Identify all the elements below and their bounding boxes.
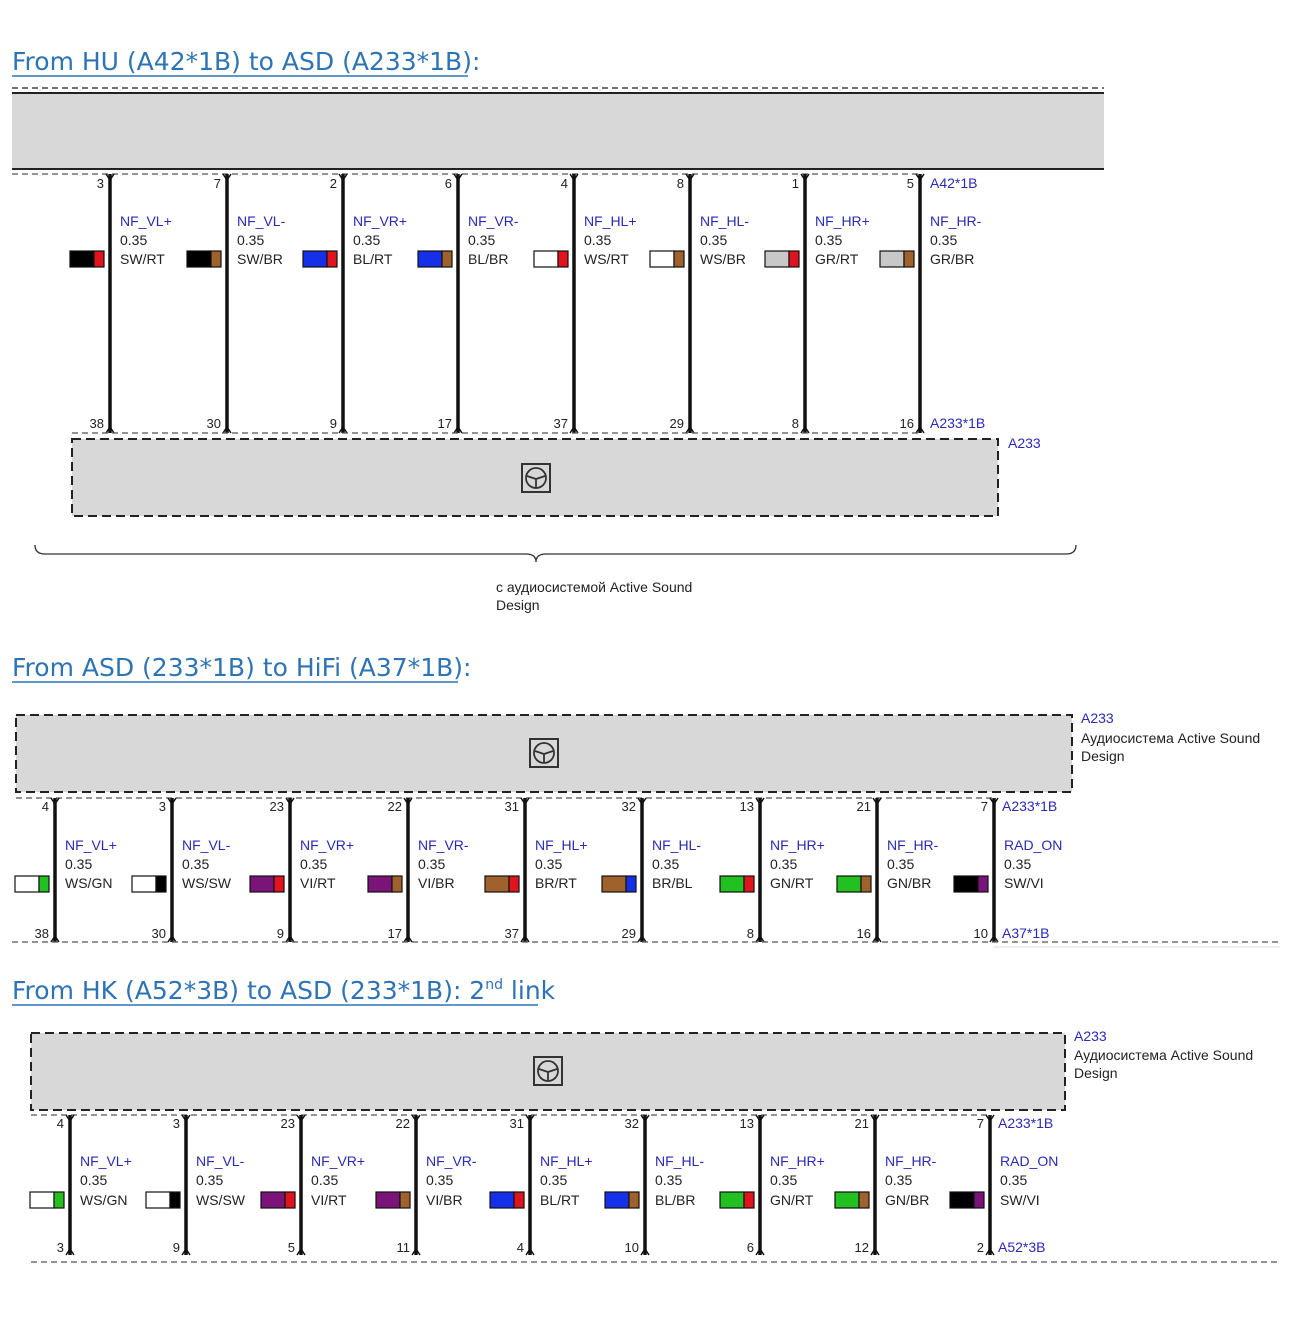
wire-rad-on (950, 1115, 1058, 1255)
wire-gauge: 0.35 (311, 1172, 339, 1188)
pin-top: 31 (509, 1116, 524, 1131)
color-swatch (15, 876, 49, 892)
pin-bottom: 4 (516, 1240, 524, 1255)
wire-nf-hr- (720, 798, 825, 942)
connector-top-label-2: A233*1B (1002, 798, 1058, 814)
wire-nf-hl- (605, 1115, 704, 1255)
signal-name: NF_VR- (426, 1153, 477, 1169)
wire-nf-vl- (187, 174, 286, 433)
wire-gauge: 0.35 (426, 1172, 454, 1188)
head-unit-block (12, 93, 1104, 169)
wire-color-code: GR/BR (930, 251, 975, 267)
wire-gauge: 0.35 (1000, 1172, 1028, 1188)
pin-bottom: 8 (746, 926, 754, 941)
color-swatch (376, 1192, 410, 1208)
connector-top-label: A42*1B (930, 175, 978, 191)
pin-bottom: 16 (899, 416, 914, 431)
wire-nf-vr- (376, 1115, 477, 1255)
wire-gauge: 0.35 (885, 1172, 913, 1188)
color-swatch (720, 1192, 754, 1208)
section-2-title[interactable]: From ASD (233*1B) to HiFi (A37*1B): (12, 653, 472, 682)
signal-name: NF_VL- (182, 837, 231, 853)
color-swatch (485, 876, 519, 892)
wire-nf-hr- (880, 174, 982, 433)
signal-name: NF_HR- (885, 1153, 937, 1169)
wire-gauge: 0.35 (65, 856, 93, 872)
module-desc-3-line-1: Аудиосистема Active Sound (1074, 1047, 1254, 1063)
section-1-wires (70, 174, 982, 433)
color-swatch (261, 1192, 295, 1208)
signal-name: NF_VL+ (80, 1153, 132, 1169)
color-swatch (132, 876, 166, 892)
signal-name: NF_HR- (930, 213, 982, 229)
color-swatch (720, 876, 754, 892)
pin-top: 5 (906, 176, 914, 191)
wire-color-code: BR/BL (652, 875, 693, 891)
wire-nf-hl- (602, 798, 701, 942)
signal-name: NF_HR+ (770, 1153, 825, 1169)
wire-nf-vr- (368, 798, 469, 942)
module-desc-2-line-1: Аудиосистема Active Sound (1081, 730, 1261, 746)
wire-gauge: 0.35 (468, 232, 496, 248)
color-swatch (534, 251, 568, 267)
section-1-title-link[interactable] (12, 47, 480, 76)
wire-nf-hr- (835, 1115, 937, 1255)
color-swatch (880, 251, 914, 267)
wire-color-code: WS/SW (196, 1192, 245, 1208)
section-1-title[interactable]: From HU (A42*1B) to ASD (A233*1B): (12, 47, 481, 76)
pin-top: 7 (976, 1116, 984, 1131)
wire-nf-hr- (837, 798, 939, 942)
signal-name: RAD_ON (1000, 1153, 1059, 1169)
pin-top: 3 (96, 176, 104, 191)
signal-name: NF_HL+ (535, 837, 588, 853)
color-swatch (303, 251, 337, 267)
wire-nf-vr- (303, 174, 407, 433)
pin-top: 4 (56, 1116, 64, 1131)
pin-bottom: 37 (504, 926, 519, 941)
pin-top: 8 (676, 176, 684, 191)
wire-nf-vl- (15, 798, 117, 942)
signal-name: NF_VL+ (65, 837, 117, 853)
wire-color-code: SW/BR (237, 251, 283, 267)
pin-top: 3 (158, 799, 166, 814)
connector-bottom-label: A233*1B (930, 415, 986, 431)
wire-gauge: 0.35 (418, 856, 446, 872)
signal-name: NF_HL- (700, 213, 750, 229)
module-label-3: A233 (1074, 1028, 1107, 1044)
color-swatch (70, 251, 104, 267)
wire-color-code: GN/RT (770, 1192, 814, 1208)
wire-gauge: 0.35 (120, 232, 148, 248)
color-swatch (250, 876, 284, 892)
color-swatch (765, 251, 799, 267)
wire-gauge: 0.35 (300, 856, 328, 872)
color-swatch (146, 1192, 180, 1208)
signal-name: NF_VR+ (311, 1153, 366, 1169)
wire-nf-hr- (720, 1115, 825, 1255)
signal-name: NF_HL+ (584, 213, 637, 229)
color-swatch (605, 1192, 639, 1208)
signal-name: NF_VL- (196, 1153, 245, 1169)
pin-top: 6 (444, 176, 452, 191)
pin-bottom: 37 (553, 416, 568, 431)
wire-nf-vl- (30, 1115, 132, 1255)
wire-gauge: 0.35 (182, 856, 210, 872)
pin-bottom: 30 (151, 926, 166, 941)
signal-name: NF_VR- (418, 837, 469, 853)
wire-gauge: 0.35 (196, 1172, 224, 1188)
wire-gauge: 0.35 (700, 232, 728, 248)
wire-color-code: BL/BR (468, 251, 509, 267)
wire-color-code: BL/RT (353, 251, 393, 267)
wire-nf-vr- (261, 1115, 365, 1255)
signal-name: NF_HR+ (770, 837, 825, 853)
connector-bottom-label-2: A37*1B (1002, 925, 1050, 941)
variant-brace (35, 545, 1076, 562)
module-label-2: A233 (1081, 710, 1114, 726)
wire-gauge: 0.35 (353, 232, 381, 248)
color-swatch (835, 1192, 869, 1208)
wire-nf-vl- (132, 798, 232, 942)
wire-nf-vr- (250, 798, 354, 942)
wire-nf-hl- (485, 798, 588, 942)
pin-top: 4 (560, 176, 568, 191)
pin-top: 21 (854, 1116, 869, 1131)
pin-bottom: 11 (396, 1240, 410, 1255)
color-swatch (837, 876, 871, 892)
section-asd-to-hifi (12, 653, 1280, 947)
color-swatch (650, 251, 684, 267)
signal-name: NF_VR+ (300, 837, 355, 853)
wire-color-code: WS/GN (65, 875, 113, 891)
wire-nf-hl- (490, 1115, 593, 1255)
wire-rad-on (954, 798, 1062, 942)
pin-top: 31 (504, 799, 519, 814)
variant-desc-line-2: Design (496, 597, 540, 613)
wire-nf-hl- (534, 174, 637, 433)
wire-nf-hl- (650, 174, 749, 433)
pin-bottom: 30 (206, 416, 221, 431)
section-hk-to-asd (12, 976, 1280, 1262)
wire-gauge: 0.35 (584, 232, 612, 248)
pin-bottom: 10 (973, 926, 988, 941)
pin-top: 32 (621, 799, 636, 814)
wire-color-code: BL/RT (540, 1192, 580, 1208)
pin-bottom: 3 (56, 1240, 64, 1255)
color-swatch (950, 1192, 984, 1208)
wire-color-code: SW/VI (1000, 1192, 1040, 1208)
wire-color-code: GN/RT (770, 875, 814, 891)
signal-name: NF_HR+ (815, 213, 870, 229)
wire-gauge: 0.35 (655, 1172, 683, 1188)
pin-top: 2 (329, 176, 337, 191)
pin-bottom: 5 (287, 1240, 295, 1255)
section-3-title-tail: link (502, 976, 556, 1005)
module-desc-2-line-2: Design (1081, 748, 1125, 764)
wire-color-code: VI/RT (311, 1192, 347, 1208)
section-2-wires (15, 798, 1062, 942)
pin-bottom: 38 (34, 926, 49, 941)
connector-top-label-3: A233*1B (998, 1115, 1054, 1131)
wire-color-code: WS/GN (80, 1192, 128, 1208)
signal-name: NF_HL+ (540, 1153, 593, 1169)
pin-bottom: 10 (624, 1240, 639, 1255)
pin-top: 4 (41, 799, 49, 814)
pin-bottom: 8 (791, 416, 799, 431)
signal-name: NF_VR- (468, 213, 519, 229)
variant-desc-line-1: с аудиосистемой Active Sound (496, 579, 693, 595)
pin-top: 22 (387, 799, 402, 814)
connector-bottom-label-3: A52*3B (998, 1239, 1046, 1255)
color-swatch (490, 1192, 524, 1208)
wire-color-code: SW/RT (120, 251, 165, 267)
wire-gauge: 0.35 (770, 856, 798, 872)
wire-color-code: GN/BR (887, 875, 932, 891)
pin-top: 21 (856, 799, 871, 814)
pin-bottom: 2 (976, 1240, 984, 1255)
section-3-wires (30, 1115, 1058, 1255)
signal-name: NF_HL- (652, 837, 702, 853)
pin-top: 23 (280, 1116, 295, 1131)
module-desc-3-line-2: Design (1074, 1065, 1118, 1081)
wire-nf-vl- (70, 174, 172, 433)
color-swatch (30, 1192, 64, 1208)
signal-name: NF_VL- (237, 213, 286, 229)
wire-color-code: BR/RT (535, 875, 577, 891)
wire-color-code: BL/BR (655, 1192, 696, 1208)
wire-color-code: SW/VI (1004, 875, 1044, 891)
pin-top: 7 (980, 799, 988, 814)
pin-top: 3 (172, 1116, 180, 1131)
pin-bottom: 29 (669, 416, 684, 431)
signal-name: NF_VL+ (120, 213, 172, 229)
section-3-title-sup: nd (485, 977, 503, 993)
pin-bottom: 9 (276, 926, 284, 941)
wire-color-code: GN/BR (885, 1192, 930, 1208)
wire-gauge: 0.35 (535, 856, 563, 872)
section-3-title-link[interactable] (12, 976, 556, 1005)
pin-bottom: 6 (746, 1240, 754, 1255)
pin-top: 7 (213, 176, 221, 191)
wire-color-code: VI/RT (300, 875, 336, 891)
color-swatch (602, 876, 636, 892)
pin-top: 32 (624, 1116, 639, 1131)
wire-nf-hr- (765, 174, 870, 433)
wire-color-code: VI/BR (418, 875, 455, 891)
pin-bottom: 9 (172, 1240, 180, 1255)
wire-nf-vr- (418, 174, 519, 433)
wire-gauge: 0.35 (80, 1172, 108, 1188)
color-swatch (418, 251, 452, 267)
color-swatch (368, 876, 402, 892)
wire-color-code: WS/SW (182, 875, 231, 891)
wire-gauge: 0.35 (930, 232, 958, 248)
signal-name: RAD_ON (1004, 837, 1063, 853)
pin-bottom: 38 (89, 416, 104, 431)
section-3-title[interactable] (12, 976, 556, 1005)
asd-module-block (72, 439, 998, 516)
color-swatch (954, 876, 988, 892)
pin-top: 13 (739, 1116, 754, 1131)
wire-gauge: 0.35 (887, 856, 915, 872)
wire-color-code: GR/RT (815, 251, 859, 267)
pin-bottom: 9 (329, 416, 337, 431)
section-2-title-link[interactable] (12, 653, 471, 682)
color-swatch (187, 251, 221, 267)
wire-gauge: 0.35 (652, 856, 680, 872)
wire-gauge: 0.35 (770, 1172, 798, 1188)
pin-top: 13 (739, 799, 754, 814)
section-3-title-main: From HK (A52*3B) to ASD (233*1B): 2 (12, 976, 486, 1005)
signal-name: NF_VR+ (353, 213, 408, 229)
module-label: A233 (1008, 435, 1041, 451)
wire-color-code: WS/RT (584, 251, 629, 267)
pin-top: 23 (269, 799, 284, 814)
wire-color-code: VI/BR (426, 1192, 463, 1208)
pin-bottom: 29 (621, 926, 636, 941)
wire-gauge: 0.35 (237, 232, 265, 248)
wire-nf-vl- (146, 1115, 246, 1255)
section-hu-to-asd (12, 47, 1104, 613)
wire-gauge: 0.35 (1004, 856, 1032, 872)
pin-bottom: 17 (387, 926, 402, 941)
pin-bottom: 12 (854, 1240, 869, 1255)
pin-top: 22 (395, 1116, 410, 1131)
pin-top: 1 (791, 176, 799, 191)
wire-gauge: 0.35 (815, 232, 843, 248)
wire-color-code: WS/BR (700, 251, 746, 267)
pin-bottom: 17 (437, 416, 452, 431)
pin-bottom: 16 (856, 926, 871, 941)
signal-name: NF_HR- (887, 837, 939, 853)
wire-gauge: 0.35 (540, 1172, 568, 1188)
signal-name: NF_HL- (655, 1153, 705, 1169)
